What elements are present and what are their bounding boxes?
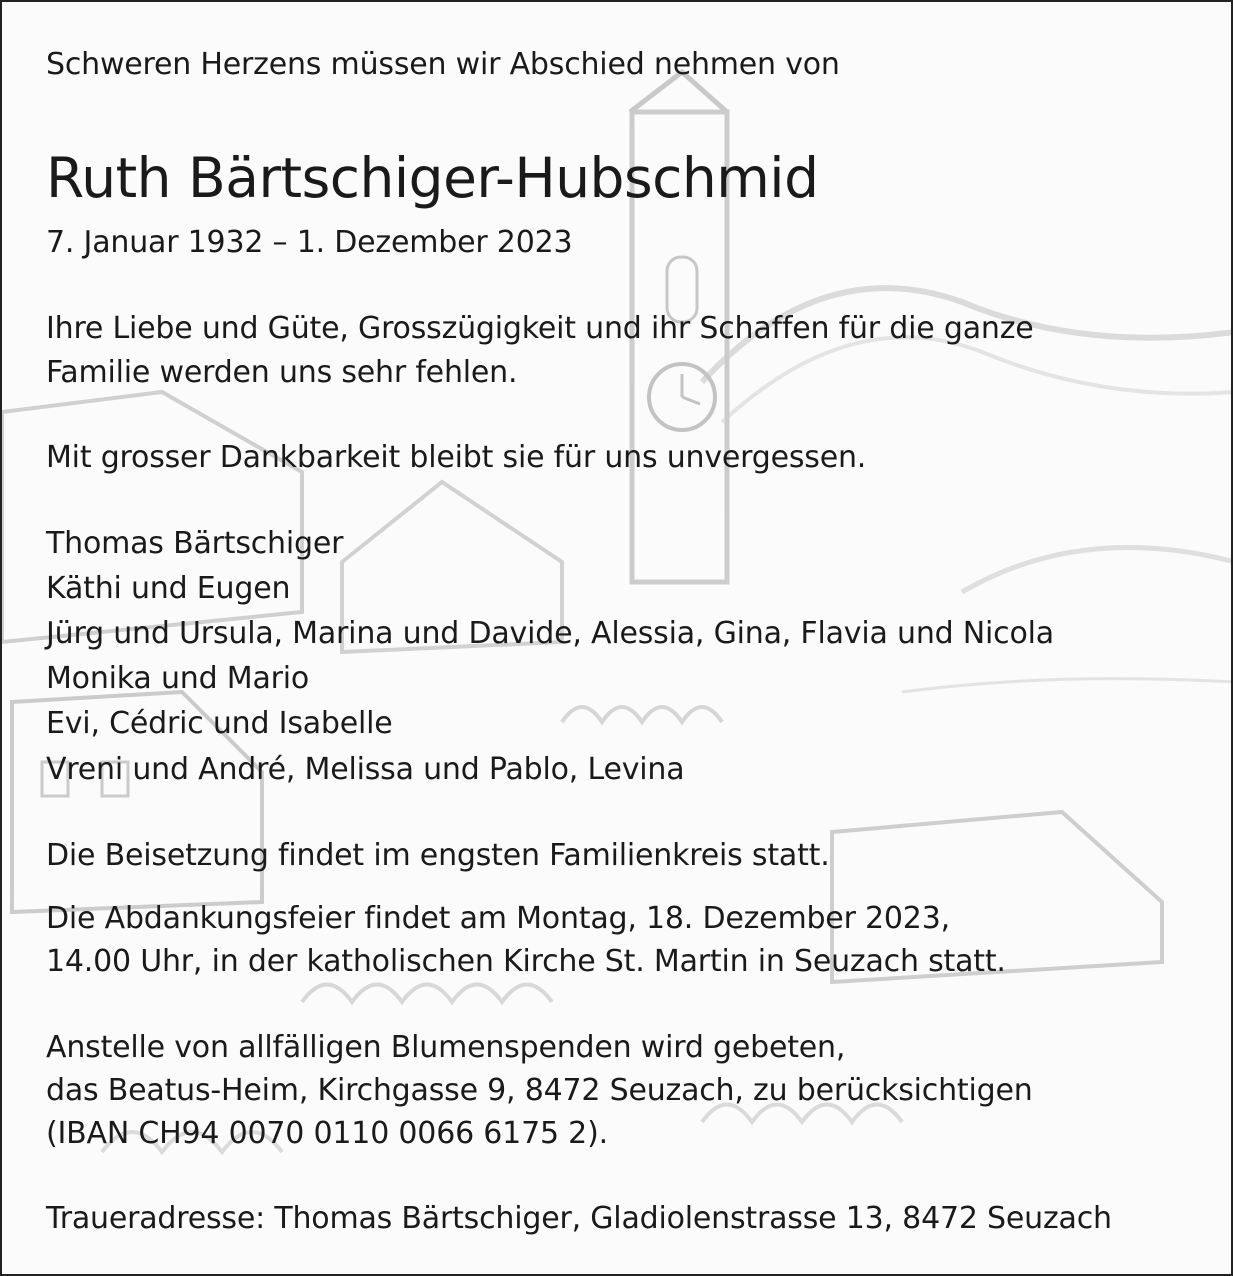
obituary-text [46, 2, 1211, 1274]
mourner-line: Vreni und André, Melissa und Pablo, Levina [46, 752, 685, 787]
service-line: Die Abdankungsfeier findet am Montag, 18. Dezember 2023, [46, 901, 950, 936]
burial-text: Die Beisetzung findet im engsten Familienkreis statt. [46, 838, 830, 873]
tribute-line: Familie werden uns sehr fehlen. [46, 355, 518, 390]
gratitude-text: Mit grosser Dankbarkeit bleibt sie für uns unvergessen. [46, 440, 867, 475]
mourner-line: Monika und Mario [46, 661, 310, 696]
intro-text: Schweren Herzens müssen wir Abschied nehmen von [46, 47, 840, 82]
tribute-line: Ihre Liebe und Güte, Grosszügigkeit und ihr Schaffen für die ganze [46, 311, 1034, 346]
mourner-line: Jürg und Ursula, Marina und Davide, Alessia, Gina, Flavia und Nicola [46, 616, 1054, 651]
donation-line: (IBAN CH94 0070 0110 0066 6175 2). [46, 1116, 608, 1151]
mourning-address: Traueradresse: Thomas Bärtschiger, Gladiolenstrasse 13, 8472 Seuzach [46, 1201, 1112, 1236]
mourner-line: Evi, Cédric und Isabelle [46, 706, 393, 741]
service-line: 14.00 Uhr, in der katholischen Kirche St. Martin in Seuzach statt. [46, 944, 1006, 979]
donation-line: Anstelle von allfälligen Blumenspenden wird gebeten, [46, 1030, 846, 1065]
donation-line: das Beatus-Heim, Kirchgasse 9, 8472 Seuzach, zu berücksichtigen [46, 1073, 1033, 1108]
life-dates: 7. Januar 1932 – 1. Dezember 2023 [46, 225, 573, 260]
mourner-line: Käthi und Eugen [46, 571, 291, 606]
deceased-name: Ruth Bärtschiger-Hubschmid [46, 146, 819, 210]
mourner-line: Thomas Bärtschiger [46, 526, 344, 561]
